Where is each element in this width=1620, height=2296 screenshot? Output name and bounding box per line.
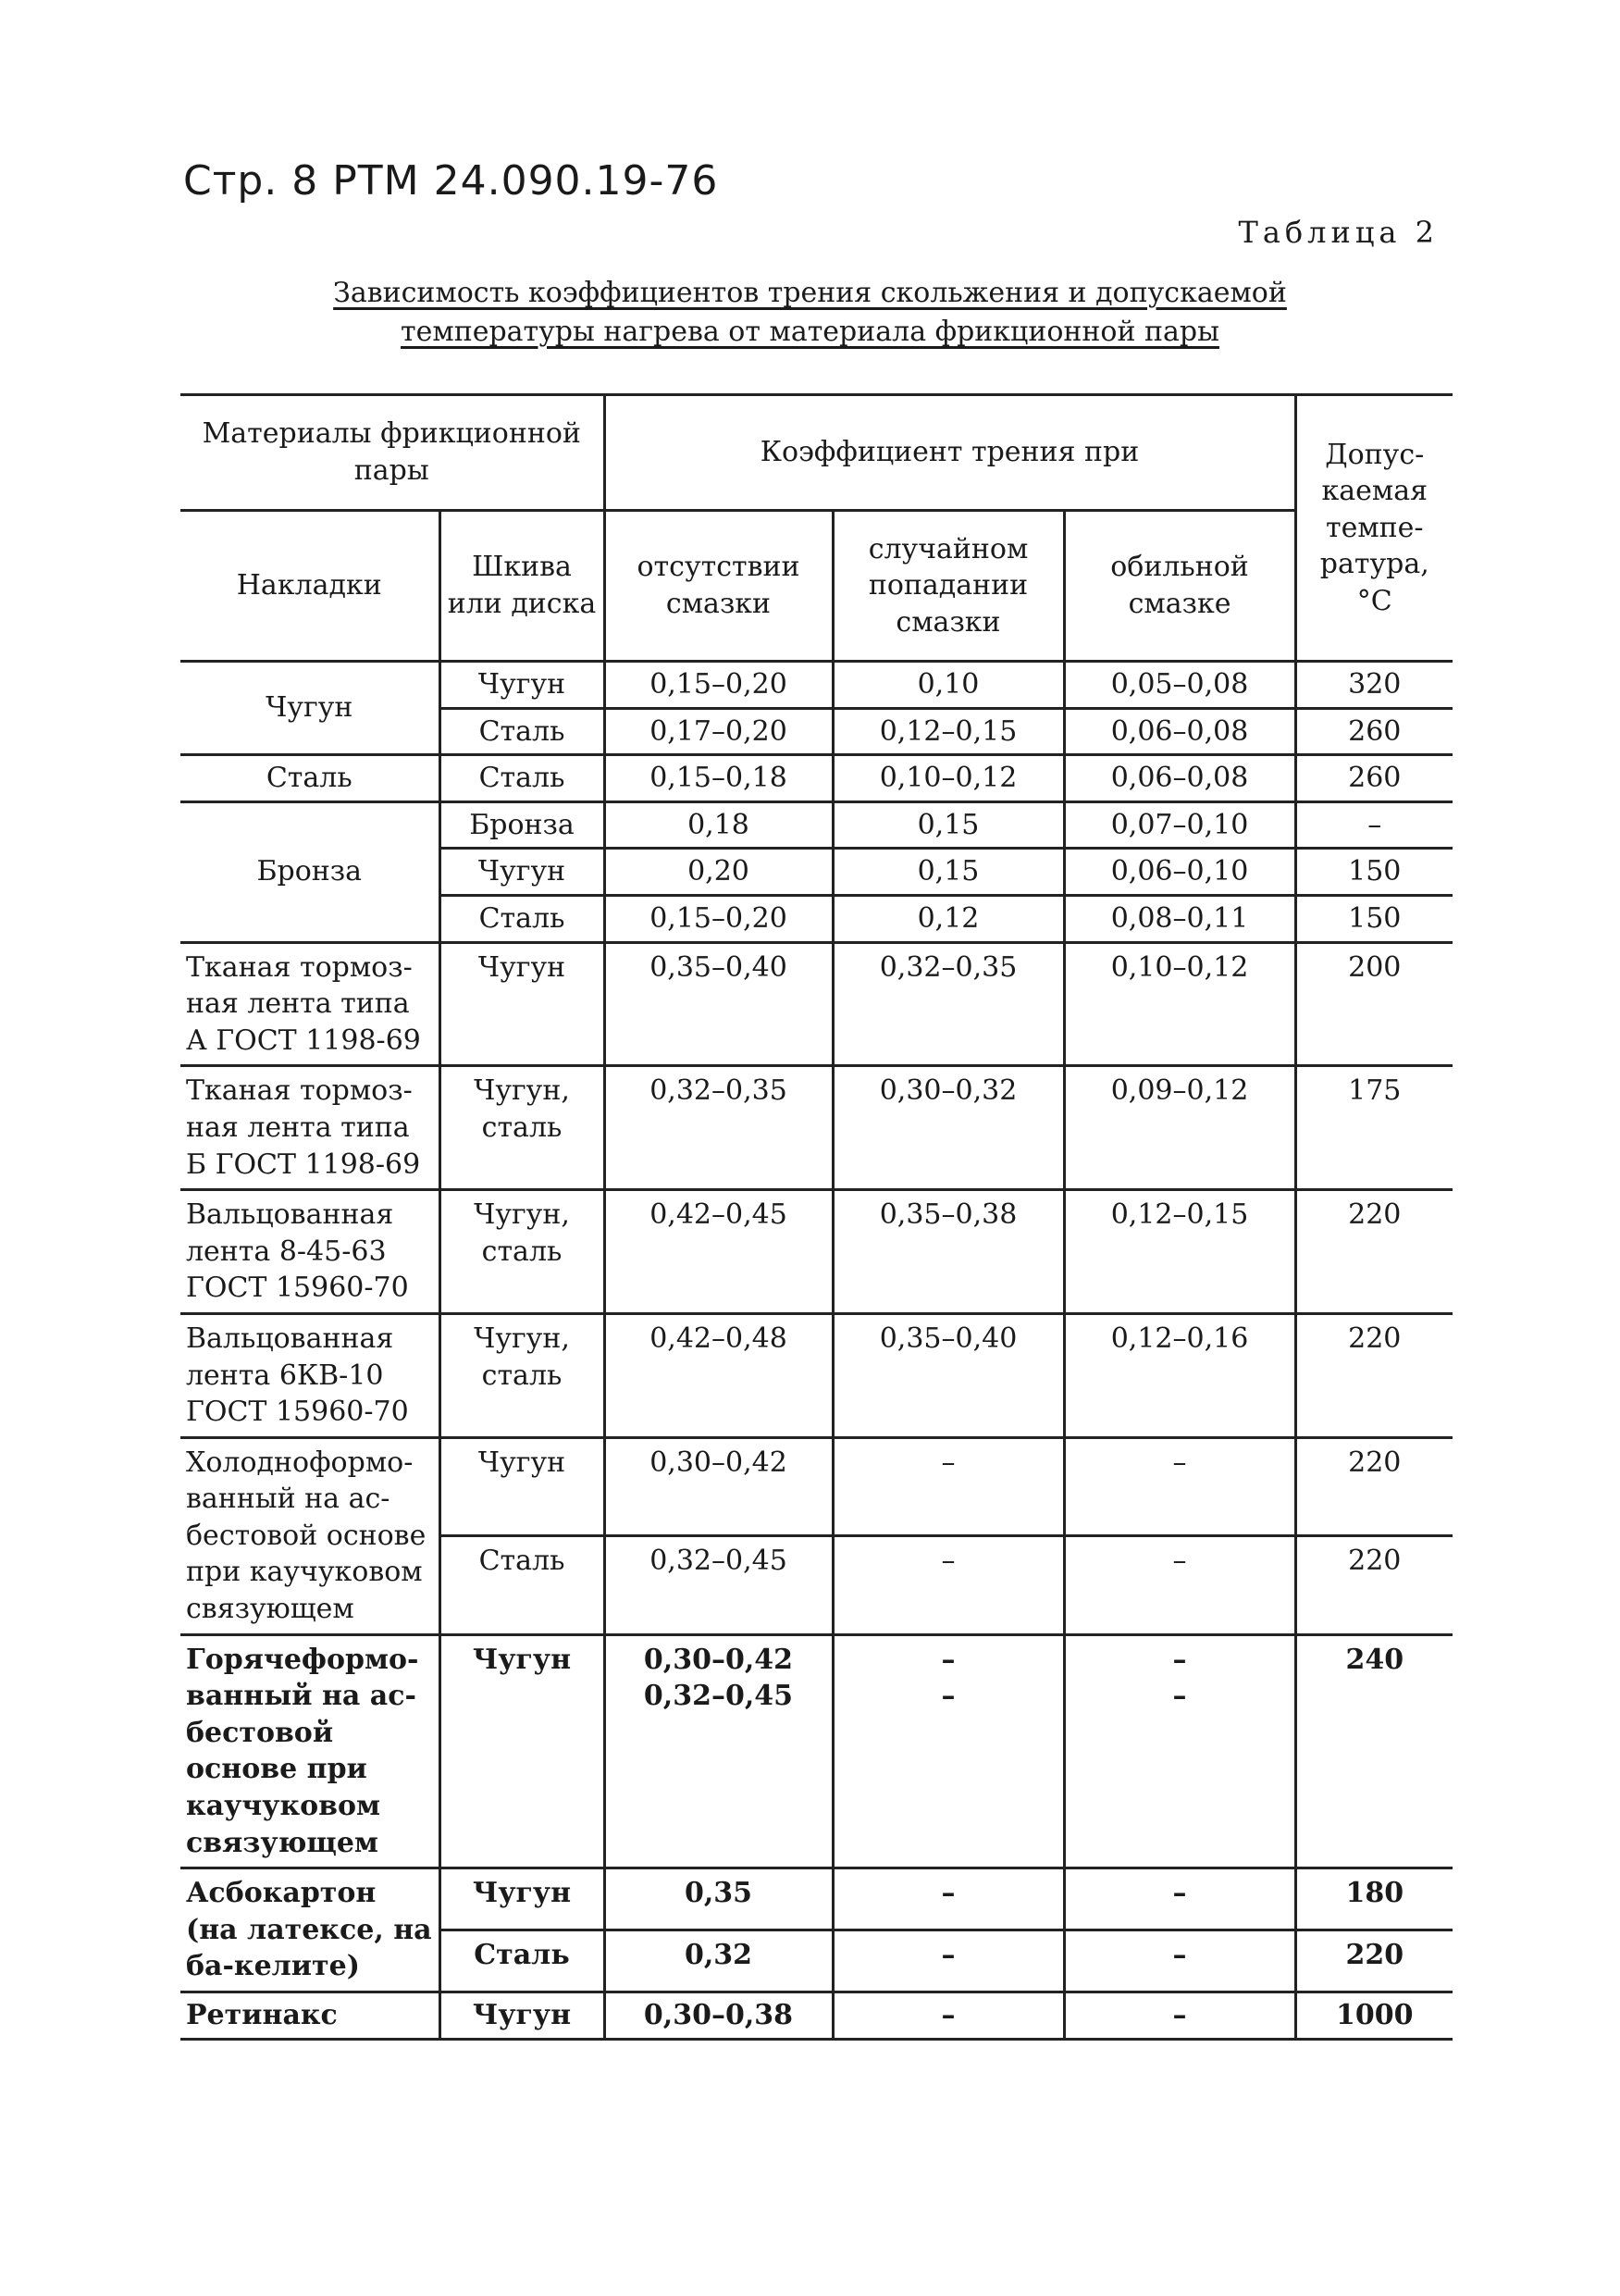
abundant-cell: 0,07–0,10 — [1064, 801, 1295, 849]
table-caption — [185, 274, 1435, 352]
abundant-cell: 0,06–0,08 — [1064, 755, 1295, 802]
occasional-cell: – — [833, 1930, 1064, 1992]
temperature-cell: 320 — [1295, 662, 1453, 709]
pulley-cell: Чугун — [439, 662, 604, 709]
temperature-cell: – — [1295, 801, 1453, 849]
abundant-cell: 0,06–0,08 — [1064, 708, 1295, 755]
pulley-cell: Чугун, сталь — [439, 1190, 604, 1314]
abundant-value-2: – — [1172, 1680, 1187, 1713]
abundant-cell: 0,08–0,11 — [1064, 895, 1295, 942]
occasional-cell: – — [833, 1437, 1064, 1535]
dry-cell — [604, 1634, 833, 1868]
occasional-cell: – — [833, 1992, 1064, 2040]
abundant-cell: – — [1064, 1992, 1295, 2040]
dry-cell: 0,30–0,42 — [604, 1437, 833, 1535]
caption-line-2: температуры нагрева от материала фрикционной пары — [401, 316, 1219, 348]
abundant-cell: – — [1064, 1868, 1295, 1930]
lining-cell: Бронза — [180, 801, 439, 942]
temperature-cell: 150 — [1295, 849, 1453, 896]
temperature-cell: 175 — [1295, 1066, 1453, 1190]
occasional-cell: – — [833, 1536, 1064, 1634]
occasional-cell: – — [833, 1868, 1064, 1930]
dry-cell: 0,32 — [604, 1930, 833, 1992]
header-pulley: Шкива или диска — [439, 511, 604, 662]
dry-value-2: 0,32–0,45 — [643, 1680, 794, 1713]
occasional-cell: 0,12 — [833, 895, 1064, 942]
lining-cell: Вальцованная лента 8-45-63 ГОСТ 15960-70 — [180, 1190, 439, 1314]
lining-cell: Чугун — [180, 662, 439, 755]
pulley-cell: Бронза — [439, 801, 604, 849]
page-header: Стр. 8 РТМ 24.090.19-76 — [183, 157, 719, 205]
lining-cell: Горячеформо-ванный на ас-бестовой основе при каучуковом связующем — [180, 1634, 439, 1868]
temperature-cell: 260 — [1295, 708, 1453, 755]
dry-cell: 0,32–0,45 — [604, 1536, 833, 1634]
pulley-cell: Сталь — [439, 708, 604, 755]
dry-cell: 0,42–0,45 — [604, 1190, 833, 1314]
temperature-cell: 220 — [1295, 1536, 1453, 1634]
temperature-cell: 1000 — [1295, 1992, 1453, 2040]
occasional-cell — [833, 1634, 1064, 1868]
pulley-cell: Чугун, сталь — [439, 1313, 604, 1437]
table-label: Таблица 2 — [1238, 215, 1439, 250]
lining-cell: Холодноформо-ванный на ас-бестовой основе при каучуковом связующем — [180, 1437, 439, 1634]
temperature-cell: 220 — [1295, 1190, 1453, 1314]
abundant-cell: 0,12–0,15 — [1064, 1190, 1295, 1314]
occasional-value: – — [941, 1643, 956, 1676]
abundant-cell: – — [1064, 1930, 1295, 1992]
lining-cell: Ретинакс — [180, 1992, 439, 2040]
occasional-cell: 0,30–0,32 — [833, 1066, 1064, 1190]
header-occasional-lube: случайном попадании смазки — [833, 511, 1064, 662]
abundant-cell: 0,12–0,16 — [1064, 1313, 1295, 1437]
header-temperature: Допус-каемая темпе-ратура, °С — [1295, 395, 1453, 662]
occasional-cell: 0,10–0,12 — [833, 755, 1064, 802]
abundant-cell: – — [1064, 1437, 1295, 1535]
pulley-cell: Чугун — [439, 1992, 604, 2040]
friction-table — [180, 393, 1453, 2041]
temperature-cell: 220 — [1295, 1313, 1453, 1437]
occasional-cell: 0,12–0,15 — [833, 708, 1064, 755]
lining-cell: Сталь — [180, 755, 439, 802]
lining-cell: Тканая тормоз-ная лента типа А ГОСТ 1198-69 — [180, 942, 439, 1066]
dry-cell: 0,35–0,40 — [604, 942, 833, 1066]
dry-cell: 0,20 — [604, 849, 833, 896]
occasional-value-2: – — [941, 1680, 956, 1713]
pulley-cell: Сталь — [439, 755, 604, 802]
dry-cell: 0,17–0,20 — [604, 708, 833, 755]
pulley-cell: Сталь — [439, 1536, 604, 1634]
dry-cell: 0,35 — [604, 1868, 833, 1930]
pulley-cell: Чугун — [439, 1437, 604, 1535]
occasional-cell: 0,15 — [833, 801, 1064, 849]
header-linings: Накладки — [180, 511, 439, 662]
abundant-cell: 0,09–0,12 — [1064, 1066, 1295, 1190]
pulley-cell: Чугун — [439, 1868, 604, 1930]
pulley-cell: Чугун — [439, 849, 604, 896]
abundant-cell: 0,10–0,12 — [1064, 942, 1295, 1066]
caption-line-1: Зависимость коэффициентов трения скольжения и допускаемой — [333, 277, 1287, 309]
occasional-cell: 0,32–0,35 — [833, 942, 1064, 1066]
header-friction: Коэффициент трения при — [604, 395, 1295, 511]
occasional-cell: 0,35–0,38 — [833, 1190, 1064, 1314]
lining-cell: Вальцованная лента 6КВ-10 ГОСТ 15960-70 — [180, 1313, 439, 1437]
pulley-cell: Чугун, сталь — [439, 1066, 604, 1190]
abundant-cell: – — [1064, 1536, 1295, 1634]
abundant-cell: 0,05–0,08 — [1064, 662, 1295, 709]
occasional-cell: 0,35–0,40 — [833, 1313, 1064, 1437]
temperature-cell: 220 — [1295, 1437, 1453, 1535]
dry-cell: 0,18 — [604, 801, 833, 849]
pulley-cell: Сталь — [439, 895, 604, 942]
dry-value: 0,30–0,42 — [643, 1643, 794, 1676]
abundant-cell: 0,06–0,10 — [1064, 849, 1295, 896]
lining-cell: Тканая тормоз-ная лента типа Б ГОСТ 1198-69 — [180, 1066, 439, 1190]
abundant-cell — [1064, 1634, 1295, 1868]
header-abundant-lube: обильной смазке — [1064, 511, 1295, 662]
temperature-cell: 180 — [1295, 1868, 1453, 1930]
dry-cell: 0,15–0,20 — [604, 662, 833, 709]
occasional-cell: 0,10 — [833, 662, 1064, 709]
occasional-cell: 0,15 — [833, 849, 1064, 896]
abundant-value: – — [1172, 1643, 1187, 1676]
pulley-cell: Чугун — [439, 1634, 604, 1868]
temperature-cell: 220 — [1295, 1930, 1453, 1992]
lining-cell: Асбокартон (на латексе, на ба-келите) — [180, 1868, 439, 1992]
dry-cell: 0,15–0,18 — [604, 755, 833, 802]
pulley-cell: Сталь — [439, 1930, 604, 1992]
temperature-cell: 200 — [1295, 942, 1453, 1066]
header-no-lube: отсутствии смазки — [604, 511, 833, 662]
dry-cell: 0,32–0,35 — [604, 1066, 833, 1190]
dry-cell: 0,15–0,20 — [604, 895, 833, 942]
temperature-cell: 240 — [1295, 1634, 1453, 1868]
header-materials: Материалы фрикционной пары — [180, 395, 604, 511]
temperature-cell: 260 — [1295, 755, 1453, 802]
temperature-cell: 150 — [1295, 895, 1453, 942]
pulley-cell: Чугун — [439, 942, 604, 1066]
dry-cell: 0,42–0,48 — [604, 1313, 833, 1437]
dry-cell: 0,30–0,38 — [604, 1992, 833, 2040]
